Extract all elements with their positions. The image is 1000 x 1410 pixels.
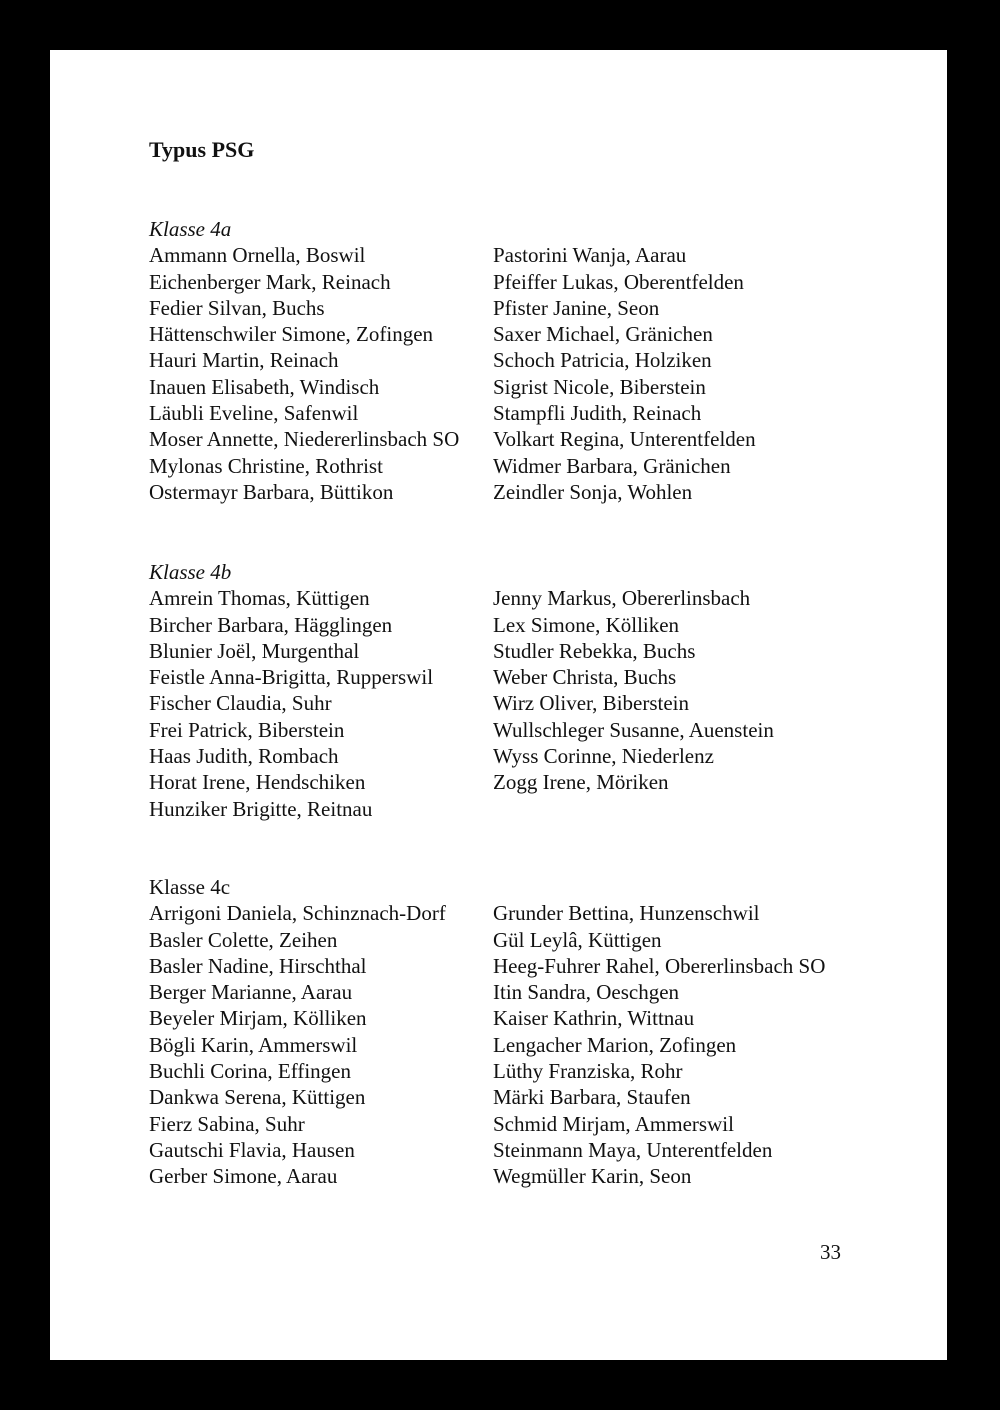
list-item: Haas Judith, Rombach bbox=[149, 744, 339, 769]
list-item: Schmid Mirjam, Ammerswil bbox=[493, 1111, 734, 1136]
list-item: Ostermayr Barbara, Büttikon bbox=[149, 479, 394, 504]
list-item: Feistle Anna-Brigitta, Rupperswil bbox=[149, 665, 434, 690]
name-columns bbox=[149, 900, 909, 1189]
list-item: Blunier Joël, Murgenthal bbox=[149, 638, 360, 663]
list-item: Fierz Sabina, Suhr bbox=[149, 1111, 305, 1136]
list-item: Bögli Karin, Ammerswil bbox=[149, 1032, 358, 1057]
list-item: Märki Barbara, Staufen bbox=[493, 1085, 691, 1110]
list-item: Frei Patrick, Biberstein bbox=[149, 717, 345, 742]
list-item: Ammann Ornella, Boswil bbox=[149, 243, 366, 268]
list-item: Fischer Claudia, Suhr bbox=[149, 691, 332, 716]
list-item: Lengacher Marion, Zofingen bbox=[493, 1032, 737, 1057]
class-section-4b bbox=[149, 559, 909, 855]
name-columns bbox=[149, 585, 909, 855]
list-item: Hauri Martin, Reinach bbox=[149, 348, 339, 373]
list-item: Widmer Barbara, Gränichen bbox=[493, 453, 731, 478]
list-item: Studler Rebekka, Buchs bbox=[493, 638, 696, 663]
list-item: Moser Annette, Niedererlinsbach SO bbox=[149, 427, 460, 452]
list-item: Wirz Oliver, Biberstein bbox=[493, 691, 690, 716]
list-item: Arrigoni Daniela, Schinznach-Dorf bbox=[149, 901, 446, 926]
list-item: Bircher Barbara, Hägglingen bbox=[149, 612, 393, 637]
name-list-right bbox=[493, 585, 774, 795]
list-item: Gerber Simone, Aarau bbox=[149, 1164, 338, 1189]
list-item: Pfeiffer Lukas, Oberentfelden bbox=[493, 269, 744, 294]
list-item: Wyss Corinne, Niederlenz bbox=[493, 744, 714, 769]
list-item: Eichenberger Mark, Reinach bbox=[149, 269, 391, 294]
class-section-4a bbox=[149, 216, 909, 512]
section-title: Klasse 4b bbox=[149, 560, 232, 584]
list-item: Gül Leylâ, Küttigen bbox=[493, 927, 662, 952]
list-item: Weber Christa, Buchs bbox=[493, 665, 677, 690]
list-item: Gautschi Flavia, Hausen bbox=[149, 1137, 355, 1162]
list-item: Kaiser Kathrin, Wittnau bbox=[493, 1006, 695, 1031]
list-item: Buchli Corina, Effingen bbox=[149, 1059, 351, 1084]
list-item: Hättenschwiler Simone, Zofingen bbox=[149, 322, 434, 347]
list-item: Wullschleger Susanne, Auenstein bbox=[493, 717, 774, 742]
class-section-4c bbox=[149, 874, 909, 1189]
list-item: Inauen Elisabeth, Windisch bbox=[149, 374, 380, 399]
list-item: Volkart Regina, Unterentfelden bbox=[493, 427, 756, 452]
list-item: Berger Marianne, Aarau bbox=[149, 980, 353, 1005]
name-list-right bbox=[493, 900, 825, 1189]
list-item: Dankwa Serena, Küttigen bbox=[149, 1085, 366, 1110]
list-item: Basler Colette, Zeihen bbox=[149, 927, 338, 952]
list-item: Zeindler Sonja, Wohlen bbox=[493, 479, 693, 504]
list-item: Zogg Irene, Möriken bbox=[493, 770, 669, 795]
list-item: Amrein Thomas, Küttigen bbox=[149, 586, 370, 611]
list-item: Schoch Patricia, Holziken bbox=[493, 348, 712, 373]
list-item: Steinmann Maya, Unterentfelden bbox=[493, 1137, 773, 1162]
section-title: Klasse 4c bbox=[149, 875, 231, 899]
list-item: Basler Nadine, Hirschthal bbox=[149, 953, 367, 978]
list-item: Pfister Janine, Seon bbox=[493, 295, 660, 320]
list-item: Hunziker Brigitte, Reitnau bbox=[149, 796, 373, 821]
list-item: Fedier Silvan, Buchs bbox=[149, 295, 325, 320]
name-list-left bbox=[149, 585, 433, 822]
list-item: Lex Simone, Kölliken bbox=[493, 612, 680, 637]
list-item: Heeg-Fuhrer Rahel, Obererlinsbach SO bbox=[493, 953, 826, 978]
list-item: Grunder Bettina, Hunzenschwil bbox=[493, 901, 760, 926]
page-number: 33 bbox=[820, 1240, 841, 1264]
document-page bbox=[50, 50, 947, 1360]
list-item: Sigrist Nicole, Biberstein bbox=[493, 374, 706, 399]
name-list-left bbox=[149, 242, 459, 505]
list-item: Lüthy Franziska, Rohr bbox=[493, 1059, 683, 1084]
list-item: Wegmüller Karin, Seon bbox=[493, 1164, 692, 1189]
list-item: Läubli Eveline, Safenwil bbox=[149, 401, 359, 426]
list-item: Pastorini Wanja, Aarau bbox=[493, 243, 687, 268]
list-item: Stampfli Judith, Reinach bbox=[493, 401, 702, 426]
list-item: Saxer Michael, Gränichen bbox=[493, 322, 713, 347]
list-item: Itin Sandra, Oeschgen bbox=[493, 980, 680, 1005]
list-item: Horat Irene, Hendschiken bbox=[149, 770, 366, 795]
name-list-right bbox=[493, 242, 756, 505]
list-item: Mylonas Christine, Rothrist bbox=[149, 453, 383, 478]
page-heading: Typus PSG bbox=[149, 137, 255, 162]
list-item: Beyeler Mirjam, Kölliken bbox=[149, 1006, 367, 1031]
section-title: Klasse 4a bbox=[149, 217, 232, 241]
name-list-left bbox=[149, 900, 446, 1189]
list-item: Jenny Markus, Obererlinsbach bbox=[493, 586, 751, 611]
name-columns bbox=[149, 242, 909, 512]
